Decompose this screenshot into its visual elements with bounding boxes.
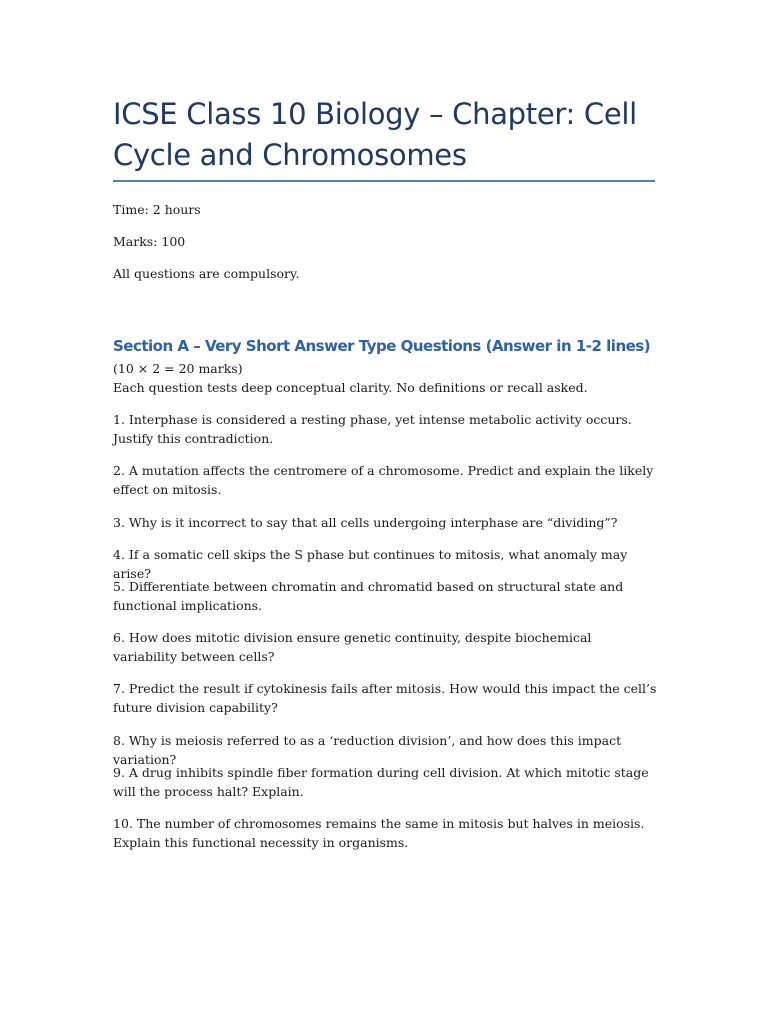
question-number: 9. [113, 765, 125, 780]
question-text: A mutation affects the centromere of a chromosome. Predict and explain the likely effect on mitosis. [113, 463, 654, 497]
question-number: 6. [113, 630, 125, 645]
question-item [113, 461, 657, 499]
question-text: How does mitotic division ensure genetic continuity, despite biochemical variability between cells? [113, 630, 592, 664]
question-number: 7. [113, 681, 125, 696]
question-item [113, 814, 657, 852]
exam-time: Time: 2 hours [113, 202, 201, 217]
question-text: A drug inhibits spindle fiber formation during cell division. At which mitotic stage will the process halt? Explain. [113, 765, 649, 799]
question-text: Why is meiosis referred to as a ‘reduction division’, and how does this impact variation? [113, 733, 622, 767]
question-item [113, 679, 657, 717]
question-item [113, 410, 657, 448]
question-item [113, 763, 657, 801]
section-a-heading: Section A – Very Short Answer Type Questions (Answer in 1-2 lines) [113, 337, 651, 355]
title-underline [113, 180, 655, 182]
question-text: If a somatic cell skips the S phase but continues to mitosis, what anomaly may arise? [113, 547, 628, 581]
question-number: 5. [113, 579, 125, 594]
question-number: 3. [113, 515, 125, 530]
document-title: ICSE Class 10 Biology – Chapter: Cell Cycle and Chromosomes [113, 97, 637, 172]
question-item [113, 577, 657, 615]
exam-instruction: All questions are compulsory. [113, 266, 300, 281]
question-item [113, 513, 657, 532]
question-text: The number of chromosomes remains the same in mitosis but halves in meiosis. Explain this functional necessity in organisms. [113, 816, 645, 850]
exam-marks: Marks: 100 [113, 234, 186, 249]
question-number: 4. [113, 547, 125, 562]
question-number: 8. [113, 733, 125, 748]
question-text: Interphase is considered a resting phase, yet intense metabolic activity occurs. Justify this contradiction. [113, 412, 632, 446]
question-number: 10. [113, 816, 133, 831]
question-number: 2. [113, 463, 125, 478]
question-item [113, 628, 657, 666]
section-a-marks-note: (10 × 2 = 20 marks) [113, 361, 243, 376]
question-text: Differentiate between chromatin and chromatid based on structural state and functional implications. [113, 579, 624, 613]
question-number: 1. [113, 412, 125, 427]
question-text: Why is it incorrect to say that all cells undergoing interphase are “dividing”? [128, 515, 618, 530]
question-text: Predict the result if cytokinesis fails after mitosis. How would this impact the cell’s future division capability? [113, 681, 657, 715]
section-a-description: Each question tests deep conceptual clarity. No definitions or recall asked. [113, 380, 588, 395]
